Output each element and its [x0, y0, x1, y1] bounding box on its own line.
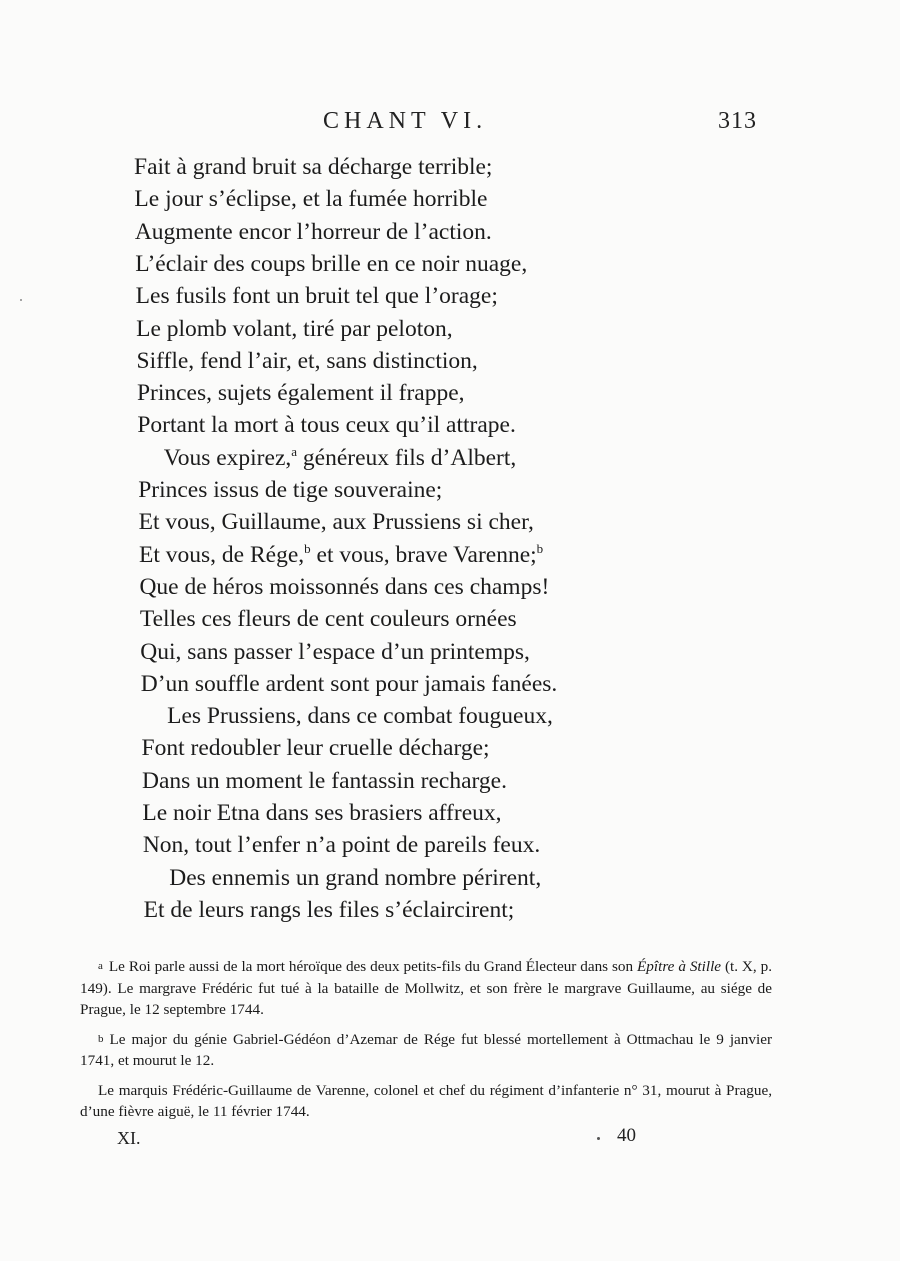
footnote-a [80, 956, 772, 1021]
verse-line [142, 732, 490, 764]
footnote-text: (t. X, p. 149). Le margrave Frédéric fut tué à la bataille de Mollwitz, et son frère le margrave Guillaume, au siége de Prague, le 12 septembre 1744. [80, 958, 772, 1018]
verse-text: Princes issus de tige souveraine; [138, 477, 443, 503]
verse-text: Les fusils font un bruit tel que l’orage; [135, 283, 498, 310]
verse-text: Princes, sujets également il frappe, [136, 380, 465, 407]
verse-text: Les Prussiens, dans ce combat fougueux, [167, 703, 553, 730]
verse-line [169, 862, 541, 894]
verse-text: Que de héros moissonnés dans ces champs! [139, 573, 550, 600]
verse-line [164, 442, 517, 474]
verse-text: Telles ces fleurs de cent couleurs ornées [139, 606, 517, 633]
verse-text: Augmente encor l’horreur de l’action. [134, 218, 492, 245]
note-reference: b [304, 540, 311, 556]
verse-line [137, 377, 465, 409]
verse-text: Le noir Etna dans ses brasiers affreux, [142, 800, 502, 826]
verse-text: Vous expirez, [163, 444, 292, 471]
verse-text: Et vous, Guillaume, aux Prussiens si cher, [138, 509, 534, 536]
verse-line [140, 603, 517, 635]
verse-line [134, 151, 492, 183]
verse-text: Fait à grand bruit sa décharge terrible; [134, 154, 493, 180]
verse-text: Et vous, de Rége, [139, 541, 305, 568]
footnote-marker: b [98, 1032, 104, 1045]
verse-line [135, 248, 527, 280]
verse-line [139, 571, 549, 603]
footnote-work-title: Épître à Stille [637, 958, 722, 975]
verse-text: généreux fils d’Albert, [297, 444, 517, 471]
verse-line [142, 797, 501, 829]
page-number: 313 [718, 108, 757, 134]
verse-text: Qui, sans passer l’espace d’un printemps, [140, 638, 530, 665]
verse-line [136, 280, 498, 312]
footnotes [80, 956, 772, 1131]
verse-line [137, 345, 478, 377]
verse-line [144, 894, 515, 926]
footnote-text: Le marquis Frédéric-Guillaume de Varenne, colonel et chef du régiment d’infanterie n° 31, mourut à Prague, d’une fièvre aiguë, le 11 février 1744. [80, 1081, 772, 1120]
verse-text: Siffle, fend l’air, et, sans distinction, [136, 347, 478, 374]
verse-line [139, 506, 534, 538]
verse-line [142, 765, 507, 797]
verse-text: Portant la mort à tous ceux qu’il attrape. [137, 412, 516, 439]
footnote-marker: a [98, 960, 103, 972]
verse-text: Font redoubler leur cruelle décharge; [141, 735, 490, 762]
verse-text: Dans un moment le fantassin recharge. [141, 767, 507, 794]
note-reference: b [536, 540, 544, 556]
verse-line [136, 313, 453, 345]
verse-line [134, 183, 487, 215]
verse-line [140, 636, 530, 668]
verse-line [139, 539, 543, 571]
verse-line [167, 700, 553, 732]
verse-line [138, 474, 442, 506]
margin-speck [20, 299, 22, 301]
verse-line [137, 409, 516, 441]
verse-text: L’éclair des coups brille en ce noir nuage, [135, 250, 528, 277]
verse-text: D’un souffle ardent sont pour jamais fanées. [140, 670, 558, 697]
footnote-text: Le major du génie Gabriel-Gédéon d’Azemar de Rége fut blessé mortellement à Ottmachau le 9 janvier 1741, et mourut le 12. [80, 1030, 772, 1069]
verse-text: Des ennemis un grand nombre périrent, [169, 864, 542, 891]
note-reference: a [291, 443, 298, 459]
footnote-b [80, 1029, 772, 1072]
verse-line [141, 668, 558, 700]
running-head [0, 108, 900, 140]
verse-line [135, 216, 492, 248]
verse-text: Le plomb volant, tiré par peloton, [136, 315, 453, 342]
chapter-title: CHANT VI. [323, 108, 488, 134]
verse-line [143, 829, 540, 861]
verse-text: et vous, brave Varenne; [310, 541, 537, 568]
signature-mark: XI. [117, 1128, 141, 1148]
verse-text: Non, tout l’enfer n’a point de pareils feux. [142, 832, 541, 859]
footer-dot [597, 1137, 600, 1140]
verse-text: Et de leurs rangs les files s’éclaircirent; [143, 896, 515, 923]
footnote-b-continued [80, 1080, 772, 1123]
footnote-text: Le Roi parle aussi de la mort héroïque des deux petits-fils du Grand Électeur dans son [108, 958, 638, 975]
sheet-number: 40 [617, 1125, 636, 1146]
verse-text: Le jour s’éclipse, et la fumée horrible [134, 186, 488, 213]
